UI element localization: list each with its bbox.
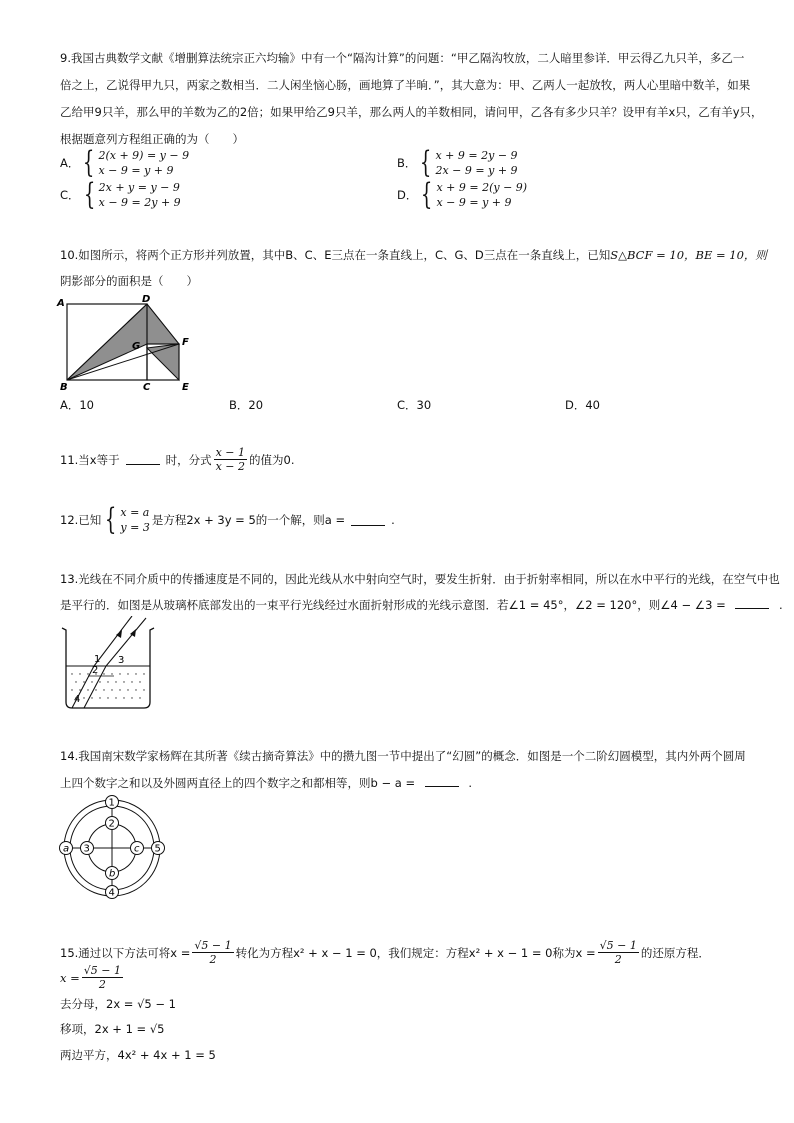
q15-text-line1a: 15.通过以下方法可将x = xyxy=(60,945,191,960)
brace-icon: { xyxy=(105,502,117,537)
q13-text-line2-main: 是平行的．如图是从玻璃杯底部发出的一束平行光线经过水面折射形成的光线示意图．若∠1 = 45°，∠2 = 120°，则∠4 − ∠3 = xyxy=(60,598,726,612)
q10-text-line1 xyxy=(60,247,767,263)
q12-eq2: y = 3 xyxy=(120,521,150,534)
q15-text-line1 xyxy=(60,939,710,966)
q14-node-4-label: 4 xyxy=(108,887,115,899)
q9-option-c-eq2: x − 9 = 2y + 9 xyxy=(98,196,181,209)
q13-answer-blank xyxy=(735,598,769,609)
q15-fraction-2-denominator: 2 xyxy=(614,953,622,966)
q9-option-c xyxy=(60,177,181,212)
q12-prefix: 12.已知 xyxy=(60,513,102,527)
q15-fraction-1 xyxy=(192,939,233,966)
q15-fraction-1-numerator: √5 − 1 xyxy=(194,939,232,952)
q10-label-b: B xyxy=(60,382,68,393)
q10-option-a: A．10 xyxy=(60,398,95,412)
q13-angle-2-label: 2 xyxy=(92,665,99,676)
q10-label-c: C xyxy=(143,382,151,393)
q15-step-3: 两边平方，4x² + 4x + 1 = 5 xyxy=(60,1048,216,1062)
q13-text-line1: 13.光线在不同介质中的传播速度是不同的，因此光线从水中射向空气时，要发生折射．由于折射率相同，所以在水中平行的光线，在空气中也 xyxy=(60,572,780,586)
q11-middle: 时，分式 xyxy=(165,452,212,467)
q13-text-line2-post: . xyxy=(779,598,783,612)
q15-step-0-fraction xyxy=(82,964,123,991)
q14-node-c-label: c xyxy=(134,843,140,855)
q9-text-line3: 乙给甲9只羊，那么甲的羊数为乙的2倍；如果甲给乙9只羊，那么两人的羊数相同，请问甲，乙各有多少只羊？设甲有羊x只，乙有羊y只， xyxy=(60,105,763,119)
q11-fraction-denominator: x − 2 xyxy=(215,460,246,473)
q15-step-1: 去分母，2x = √5 − 1 xyxy=(60,997,176,1011)
q13-arrow-left-icon xyxy=(116,630,122,638)
q12-answer-blank xyxy=(351,515,385,526)
q10-text-line1a: 10.如图所示，将两个正方形并列放置，其中B、C、E三点在一条直线上，C、G、D三点在一条直线上，已知 xyxy=(60,248,611,262)
q9-option-a-label: A． xyxy=(60,156,80,170)
q9-option-d-eq1: x + 9 = 2(y − 9) xyxy=(436,181,528,194)
q12-suffix: . xyxy=(391,513,395,527)
q15-text-line1b: 转化为方程x² + x − 1 = 0，我们规定：方程x² + x − 1 = 0称为x = xyxy=(235,945,596,960)
q9-option-a xyxy=(60,145,190,180)
q13-beaker-figure xyxy=(58,616,158,712)
q10-figure xyxy=(55,292,205,394)
q10-text-line2: 阴影部分的面积是（ ） xyxy=(60,274,198,288)
q14-node-1-label: 1 xyxy=(108,797,115,809)
q12-eq1: x = a xyxy=(120,506,150,519)
q10-text-line1b: S△BCF = 10，BE = 10，则 xyxy=(610,248,767,262)
q13-water-dots xyxy=(71,673,144,698)
q9-option-c-label: C． xyxy=(60,188,80,202)
q15-step-0-prefix: x = xyxy=(60,970,80,985)
q10-label-f: F xyxy=(182,337,189,348)
q9-option-b-eq2: 2x − 9 = y + 9 xyxy=(435,164,518,177)
q9-option-a-eq1: 2(x + 9) = y − 9 xyxy=(98,149,190,162)
q11-suffix: 的值为0. xyxy=(249,452,295,467)
q11-answer-blank xyxy=(126,454,160,465)
brace-icon: { xyxy=(83,145,95,180)
q9-option-d-eq2: x − 9 = y + 9 xyxy=(436,196,512,209)
q15-step-0 xyxy=(60,964,125,991)
q9-text-line1: 9.我国古典数学文献《增删算法统宗正六均输》中有一个“隔沟计算”的问题：“甲乙隔沟牧放，二人暗里参详．甲云得乙九只羊，多乙一 xyxy=(60,51,745,65)
q9-option-d-label: D． xyxy=(397,188,418,202)
q14-node-a-label: a xyxy=(63,843,70,855)
q14-node-b-label: b xyxy=(109,868,116,880)
q14-node-2-label: 2 xyxy=(108,818,115,830)
q14-text-line2-main: 上四个数字之和以及外圆两直径上的四个数字之和都相等，则b − a = xyxy=(60,776,416,790)
q14-node-3-label: 3 xyxy=(83,843,90,855)
q10-label-e: E xyxy=(182,382,189,393)
q15-fraction-1-denominator: 2 xyxy=(209,953,217,966)
q9-option-b-eq1: x + 9 = 2y − 9 xyxy=(435,149,518,162)
q9-option-b-label: B． xyxy=(397,156,417,170)
q10-option-c: C．30 xyxy=(397,398,432,412)
brace-icon: { xyxy=(421,177,433,212)
q13-angle-4-label: 4 xyxy=(74,694,81,705)
q14-text-line2-post: . xyxy=(468,776,473,790)
q9-option-a-eq2: x − 9 = y + 9 xyxy=(98,164,174,177)
q10-label-g: G xyxy=(132,341,141,352)
q9-option-d xyxy=(397,177,528,212)
q13-angle-1-label: 1 xyxy=(94,654,101,665)
q11-fraction-numerator: x − 1 xyxy=(215,446,246,459)
q9-option-c-eq1: 2x + y = y − 9 xyxy=(98,181,180,194)
q15-fraction-2-numerator: √5 − 1 xyxy=(599,939,637,952)
q15-step-0-numerator: √5 − 1 xyxy=(83,964,121,977)
q15-step-0-denominator: 2 xyxy=(98,978,106,991)
q13-text-line2 xyxy=(60,597,783,613)
brace-icon: { xyxy=(83,177,95,212)
q13-angle-3-label: 3 xyxy=(118,655,125,666)
q14-magic-circle-figure xyxy=(56,792,176,904)
brace-icon: { xyxy=(420,145,432,180)
q12-middle: 是方程2x + 3y = 5的一个解，则a = xyxy=(151,513,346,527)
q10-shaded-region-upper xyxy=(67,304,179,380)
q15-step-2: 移项，2x + 1 = √5 xyxy=(60,1022,165,1036)
q9-option-b xyxy=(397,145,518,180)
q11-text xyxy=(60,446,295,473)
q15-text-line1c: 的还原方程． xyxy=(640,945,710,960)
q14-text-line2 xyxy=(60,775,472,791)
q11-fraction xyxy=(214,446,247,473)
q12-text xyxy=(60,502,395,537)
q9-text-line2: 倍之上，乙说得甲九只，两家之数相当．二人闲坐恼心肠，画地算了半晌．”，其大意为：甲、乙两人一起放牧，两人心里暗中数羊，如果 xyxy=(60,78,751,92)
q14-answer-blank xyxy=(425,776,459,787)
q14-node-5-label: 5 xyxy=(154,843,161,855)
q10-option-b: B．20 xyxy=(229,398,264,412)
q9-text-line4: 根据题意列方程组正确的为（ ） xyxy=(60,132,244,146)
q14-text-line1: 14.我国南宋数学家杨辉在其所著《续古摘奇算法》中的攒九图一节中提出了“幻圆”的概念．如图是一个二阶幻圆模型，其内外两个圆周 xyxy=(60,749,746,763)
q10-label-d: D xyxy=(142,294,151,305)
q15-fraction-2 xyxy=(598,939,639,966)
q11-prefix: 11.当x等于 xyxy=(60,452,120,467)
q10-label-a: A xyxy=(57,298,65,309)
q10-option-d: D．40 xyxy=(565,398,600,412)
